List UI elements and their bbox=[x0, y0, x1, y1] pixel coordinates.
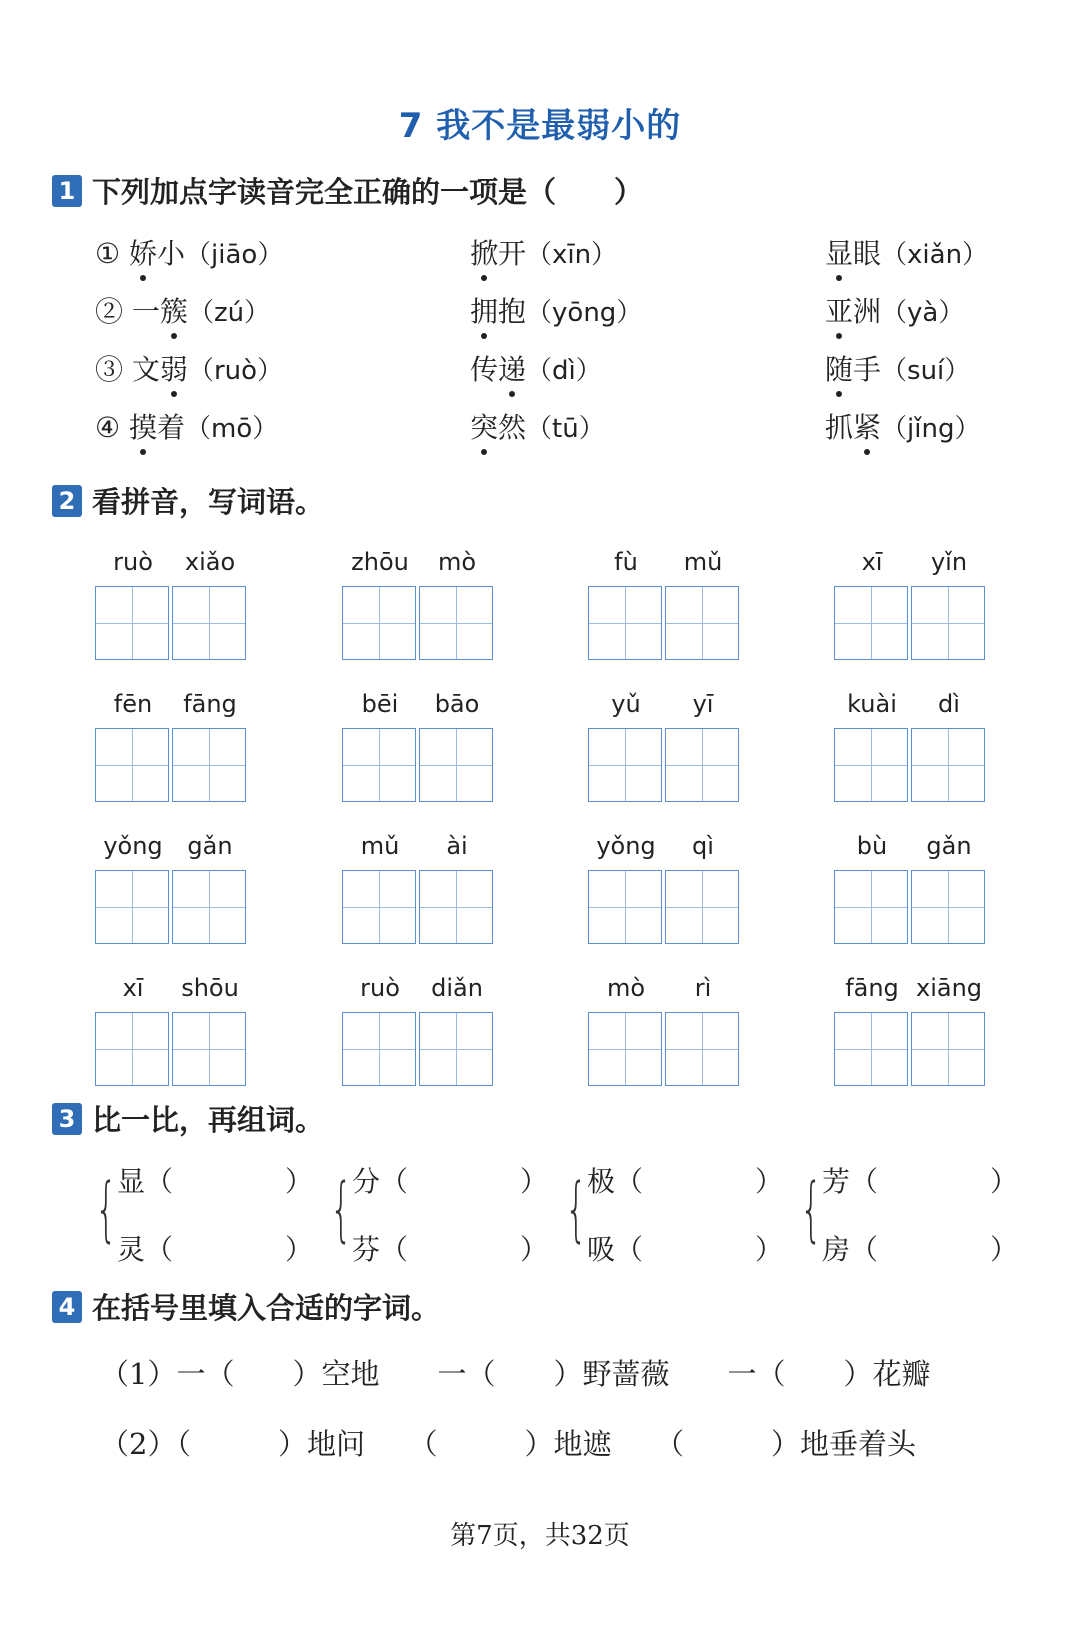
pinyin-label: xiǎo bbox=[184, 548, 236, 576]
option-label: ① bbox=[95, 237, 130, 270]
option-word bbox=[825, 348, 970, 388]
question-2-heading bbox=[52, 480, 324, 521]
writing-grid-box[interactable] bbox=[834, 728, 908, 802]
option-char: 掀 bbox=[470, 232, 498, 272]
option-pinyin: （suí） bbox=[881, 356, 971, 386]
option-char: 抓 bbox=[825, 411, 854, 444]
compare-char: 芳 bbox=[822, 1165, 851, 1198]
option-word bbox=[825, 406, 980, 446]
writing-grid-box[interactable] bbox=[588, 728, 662, 802]
writing-grid-box[interactable] bbox=[342, 586, 416, 660]
writing-grid-box[interactable] bbox=[419, 870, 493, 944]
compare-char: 显 bbox=[117, 1165, 146, 1198]
option-pinyin: （zú） bbox=[187, 298, 271, 328]
question-number-badge: 4 bbox=[52, 1291, 82, 1323]
writing-grid-box[interactable] bbox=[834, 870, 908, 944]
option-char: 显 bbox=[825, 232, 853, 272]
writing-grid-box[interactable] bbox=[95, 1012, 169, 1086]
option-label: ③ bbox=[95, 353, 132, 386]
answer-paren[interactable]: （ ） bbox=[380, 1233, 549, 1266]
writing-grid-box[interactable] bbox=[834, 1012, 908, 1086]
option-char: 手 bbox=[853, 353, 882, 386]
pinyin-label: mò bbox=[437, 548, 477, 576]
compare-word-line[interactable] bbox=[822, 1160, 1018, 1200]
pinyin-label: xī bbox=[122, 974, 144, 1002]
page-title: 7 我不是最弱小的 bbox=[398, 106, 682, 146]
option-char: 文 bbox=[131, 353, 160, 386]
fill-line-2[interactable]: （2）（ ）地问 （ ）地遮 （ ）地垂着头 bbox=[100, 1427, 916, 1461]
writing-grid-box[interactable] bbox=[911, 728, 985, 802]
question-text: 看拼音，写词语。 bbox=[92, 485, 325, 519]
pinyin-label: ruò bbox=[360, 974, 400, 1002]
writing-grid-box[interactable] bbox=[911, 1012, 985, 1086]
option-pinyin: （jiāo） bbox=[185, 240, 284, 270]
writing-grid-box[interactable] bbox=[172, 728, 246, 802]
option-char: 一 bbox=[131, 295, 160, 328]
pinyin-label: fāng bbox=[845, 974, 899, 1002]
compare-word-line[interactable] bbox=[352, 1228, 548, 1268]
writing-grid-box[interactable] bbox=[665, 870, 739, 944]
writing-grid-box[interactable] bbox=[911, 586, 985, 660]
compare-word-line[interactable] bbox=[822, 1228, 1018, 1268]
option-pinyin: （tū） bbox=[526, 414, 605, 444]
pinyin-label: yī bbox=[692, 690, 714, 718]
brace-icon: { bbox=[330, 1168, 353, 1250]
option-word bbox=[470, 232, 617, 272]
question-4-heading bbox=[52, 1286, 440, 1327]
writing-grid-box[interactable] bbox=[834, 586, 908, 660]
question-1-heading bbox=[52, 170, 643, 211]
pinyin-label: shōu bbox=[181, 974, 239, 1002]
answer-paren[interactable]: （ ） bbox=[145, 1165, 314, 1198]
writing-grid-box[interactable] bbox=[95, 586, 169, 660]
pinyin-label: gǎn bbox=[187, 832, 233, 860]
writing-grid-box[interactable] bbox=[911, 870, 985, 944]
option-char: 递 bbox=[498, 348, 526, 388]
compare-word-line[interactable] bbox=[587, 1228, 783, 1268]
writing-grid-box[interactable] bbox=[172, 870, 246, 944]
question-number-badge: 3 bbox=[52, 1103, 82, 1135]
option-pinyin: （mō） bbox=[185, 414, 279, 444]
pinyin-label: mǔ bbox=[683, 548, 723, 576]
option-char: 洲 bbox=[853, 295, 882, 328]
compare-word-line[interactable] bbox=[587, 1160, 783, 1200]
pinyin-label: ruò bbox=[113, 548, 153, 576]
option-word bbox=[95, 406, 278, 446]
option-label: ④ bbox=[95, 411, 130, 444]
answer-paren[interactable]: （ ） bbox=[380, 1165, 549, 1198]
compare-char: 分 bbox=[352, 1165, 381, 1198]
option-pinyin: （yōng） bbox=[526, 298, 643, 328]
option-char: 小 bbox=[157, 237, 186, 270]
option-char: 眼 bbox=[853, 237, 882, 270]
pinyin-label: rì bbox=[694, 974, 712, 1002]
pinyin-label: fù bbox=[614, 548, 638, 576]
option-word bbox=[470, 406, 605, 446]
writing-grid-box[interactable] bbox=[665, 728, 739, 802]
pinyin-label: fēn bbox=[113, 690, 153, 718]
answer-paren[interactable]: （ ） bbox=[850, 1165, 1019, 1198]
option-char: 开 bbox=[498, 237, 527, 270]
option-char: 拥 bbox=[470, 290, 498, 330]
option-char: 摸 bbox=[129, 406, 157, 446]
pinyin-label: zhōu bbox=[351, 548, 409, 576]
writing-grid-box[interactable] bbox=[665, 1012, 739, 1086]
writing-grid-box[interactable] bbox=[588, 1012, 662, 1086]
pinyin-label: kuài bbox=[847, 690, 897, 718]
pinyin-label: yǐn bbox=[930, 548, 968, 576]
writing-grid-box[interactable] bbox=[172, 586, 246, 660]
writing-grid-box[interactable] bbox=[95, 728, 169, 802]
pinyin-label: gǎn bbox=[926, 832, 972, 860]
pinyin-label: bù bbox=[856, 832, 888, 860]
option-word bbox=[95, 348, 283, 388]
pinyin-label: mǔ bbox=[360, 832, 400, 860]
compare-word-line[interactable] bbox=[117, 1160, 313, 1200]
option-word bbox=[470, 290, 642, 330]
question-3-heading bbox=[52, 1098, 324, 1139]
pinyin-label: yǒng bbox=[596, 832, 656, 860]
brace-icon: { bbox=[800, 1168, 823, 1250]
writing-grid-box[interactable] bbox=[342, 728, 416, 802]
pinyin-label: xī bbox=[861, 548, 883, 576]
option-word bbox=[95, 232, 283, 272]
writing-grid-box[interactable] bbox=[588, 586, 662, 660]
pinyin-label: bēi bbox=[361, 690, 399, 718]
writing-grid-box[interactable] bbox=[172, 1012, 246, 1086]
pinyin-label: bāo bbox=[434, 690, 480, 718]
answer-paren[interactable]: （ ） bbox=[615, 1165, 784, 1198]
question-number-badge: 2 bbox=[52, 485, 82, 517]
option-word bbox=[95, 290, 270, 330]
pinyin-label: mò bbox=[606, 974, 646, 1002]
option-char: 簇 bbox=[160, 290, 188, 330]
answer-paren[interactable]: （ ） bbox=[145, 1233, 314, 1266]
option-char: 娇 bbox=[129, 232, 157, 272]
option-pinyin: （dì） bbox=[526, 356, 602, 386]
question-number-badge: 1 bbox=[52, 175, 82, 207]
question-text: 下列加点字读音完全正确的一项是（ ） bbox=[92, 175, 644, 209]
writing-grid-box[interactable] bbox=[419, 1012, 493, 1086]
writing-grid-box[interactable] bbox=[419, 728, 493, 802]
answer-paren[interactable]: （ ） bbox=[850, 1233, 1019, 1266]
option-word bbox=[825, 290, 964, 330]
pinyin-label: dì bbox=[938, 690, 960, 718]
fill-line-1[interactable]: （1）一（ ）空地 一（ ）野蔷薇 一（ ）花瓣 bbox=[100, 1357, 931, 1391]
question-text: 比一比，再组词。 bbox=[92, 1103, 325, 1137]
writing-grid-box[interactable] bbox=[588, 870, 662, 944]
writing-grid-box[interactable] bbox=[665, 586, 739, 660]
option-char: 弱 bbox=[160, 348, 188, 388]
brace-icon: { bbox=[565, 1168, 588, 1250]
writing-grid-box[interactable] bbox=[342, 870, 416, 944]
option-char: 着 bbox=[157, 411, 186, 444]
option-pinyin: （yà） bbox=[881, 298, 965, 328]
option-char: 抱 bbox=[498, 295, 527, 328]
option-label: ② bbox=[95, 295, 132, 328]
writing-grid-box[interactable] bbox=[419, 586, 493, 660]
compare-char: 芬 bbox=[352, 1233, 381, 1266]
brace-icon: { bbox=[95, 1168, 118, 1250]
pinyin-label: yǔ bbox=[611, 690, 641, 718]
option-word bbox=[470, 348, 602, 388]
compare-char: 灵 bbox=[117, 1233, 146, 1266]
answer-paren[interactable]: （ ） bbox=[615, 1233, 784, 1266]
pinyin-label: diǎn bbox=[431, 974, 483, 1002]
compare-word-line[interactable] bbox=[352, 1160, 548, 1200]
pinyin-label: qì bbox=[692, 832, 714, 860]
option-char: 传 bbox=[470, 353, 499, 386]
pinyin-label: ài bbox=[446, 832, 468, 860]
writing-grid-box[interactable] bbox=[95, 870, 169, 944]
option-pinyin: （ruò） bbox=[187, 356, 284, 386]
pinyin-label: fāng bbox=[183, 690, 237, 718]
option-char: 突 bbox=[470, 406, 498, 446]
compare-char: 房 bbox=[822, 1233, 851, 1266]
writing-grid-box[interactable] bbox=[342, 1012, 416, 1086]
option-pinyin: （xiǎn） bbox=[881, 240, 989, 270]
compare-char: 极 bbox=[587, 1165, 616, 1198]
question-text: 在括号里填入合适的字词。 bbox=[92, 1291, 441, 1325]
option-char: 紧 bbox=[853, 406, 881, 446]
pinyin-label: xiāng bbox=[915, 974, 983, 1002]
option-pinyin: （jǐng） bbox=[881, 414, 981, 444]
option-char: 亚 bbox=[825, 290, 853, 330]
page-footer: 第7页，共32页 bbox=[450, 1521, 630, 1551]
compare-word-line[interactable] bbox=[117, 1228, 313, 1268]
option-word bbox=[825, 232, 988, 272]
compare-char: 吸 bbox=[587, 1233, 616, 1266]
option-pinyin: （xīn） bbox=[526, 240, 618, 270]
pinyin-label: yǒng bbox=[103, 832, 163, 860]
option-char: 然 bbox=[498, 411, 527, 444]
option-char: 随 bbox=[825, 348, 853, 388]
